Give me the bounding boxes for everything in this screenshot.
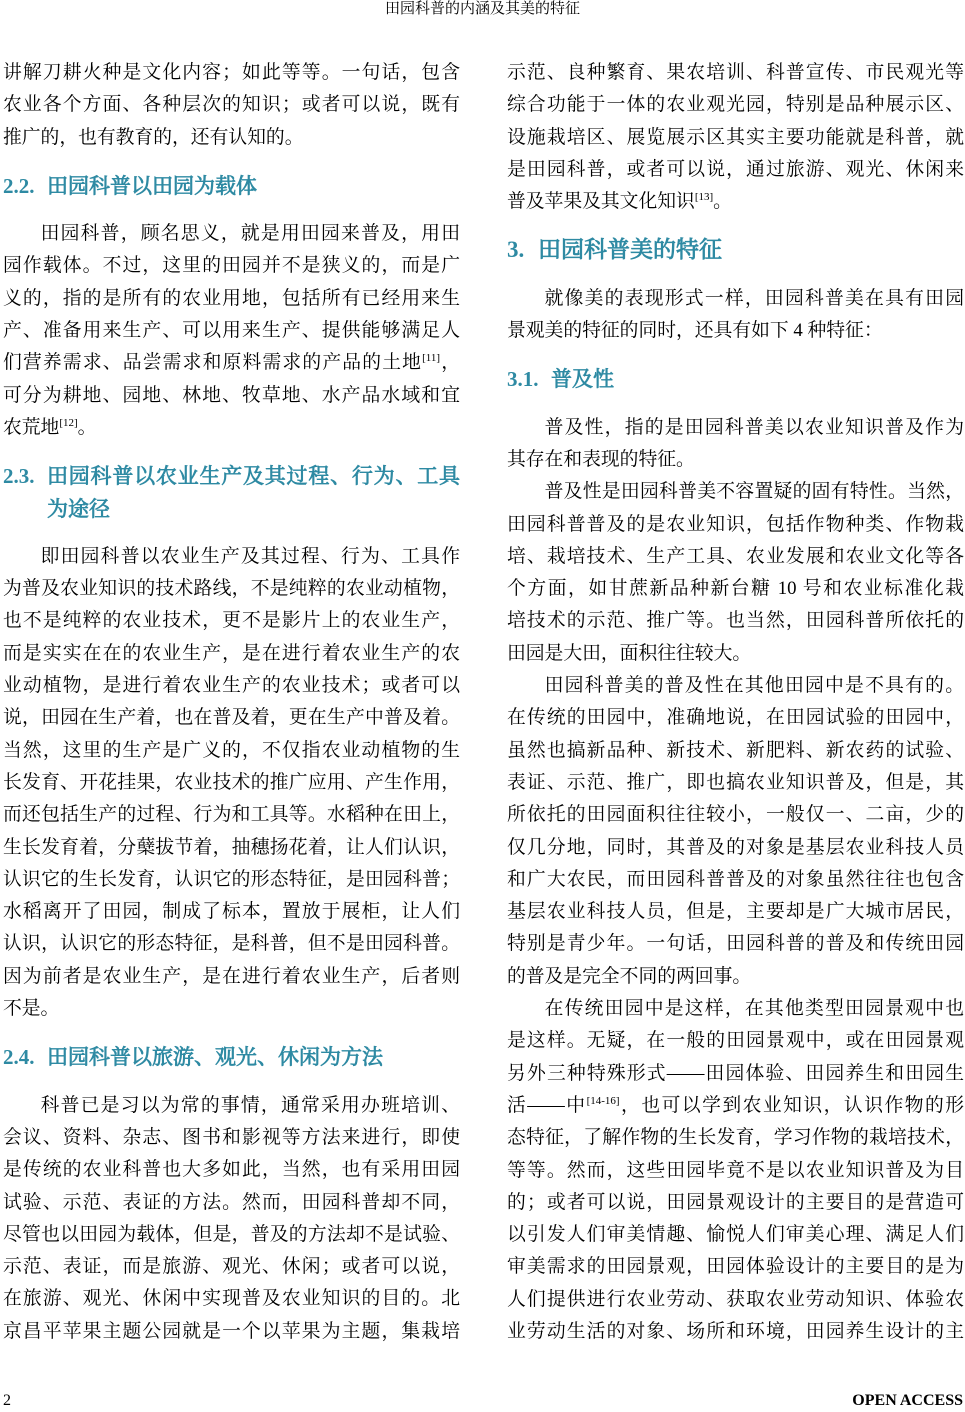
paragraph <box>3 1090 460 1348</box>
section-number: 3. <box>507 237 525 263</box>
text-segment: 。 <box>77 416 97 438</box>
text-line: 认识它的生长发育，认识它的形态特征，是田园科普； <box>3 868 460 890</box>
text-line: 而是实实在在的农业生产，是在进行着农业生产的农 <box>3 642 460 664</box>
paragraph <box>3 57 460 154</box>
text-line: 在旅游、观光、休闲中实现普及农业知识的目的。北 <box>3 1288 460 1310</box>
text-line: 和广大农民，而田园科普普及的对象虽然往往也包含 <box>507 868 964 890</box>
text-line: 可分为耕地、园地、林地、牧草地、水产品水域和宜 <box>3 384 460 406</box>
text-line <box>507 1090 964 1122</box>
section-number: 2.3. <box>3 464 35 489</box>
text-line: 尽管也以田园为载体，但是，普及的方法却不是试验、 <box>3 1223 460 1245</box>
text-line: 因为前者是农业生产，是在进行着农业生产，后者则 <box>3 965 460 987</box>
text-line: 其存在和表现的特征。 <box>507 448 695 470</box>
text-segment: ，也可以学到农业知识，认识作物的形 <box>619 1094 964 1116</box>
text-line: 在传统田园中是这样，在其他类型田园景观中也 <box>544 998 964 1020</box>
text-line: 即田园科普以农业生产及其过程、行为、工具作 <box>40 545 460 567</box>
text-line: 园作载体。不过，这里的田园并不是狭义的，而是广 <box>3 255 460 277</box>
text-line: 田园是大田，面积往往较大。 <box>507 642 752 664</box>
section-title-line: 为途径 <box>47 496 110 521</box>
text-line: 是这样。无疑，在一般的田园景观中，或在田园景观 <box>507 1030 964 1052</box>
text-segment: 农荒地 <box>3 416 60 438</box>
text-line: 所依托的田园面积往往较小，一般仅一、二亩，少的 <box>507 804 964 826</box>
section-heading <box>507 363 964 395</box>
section-title-line: 田园科普以农业生产及其过程、行为、工具 <box>47 464 460 489</box>
text-line: 态特征，了解作物的生长发育，学习作物的栽培技术， <box>507 1127 964 1149</box>
text-line: 仅几分地，同时，其普及的对象是基层农业科技人员 <box>507 836 964 858</box>
section-number: 3.1. <box>507 367 539 392</box>
text-line: 示范、表证，而是旅游、观光、休闲；或者可以说， <box>3 1256 460 1278</box>
text-line: 田园科普，顾名思义，就是用田园来普及，用田 <box>40 223 460 245</box>
text-line: 的；或者可以说，田园景观设计的主要目的是营造可 <box>507 1191 964 1213</box>
section-number: 2.2. <box>3 173 35 198</box>
text-line: 另外三种特殊形式——田园体验、田园养生和田园生 <box>507 1062 964 1084</box>
text-line: 普及性是田园科普美不容置疑的固有特性。当然， <box>544 481 964 503</box>
text-line: 审美需求的田园景观，田园体验设计的主要目的是为 <box>507 1256 964 1278</box>
text-segment: 们营养需求、品尝需求和原料需求的产品的土地 <box>3 352 423 374</box>
text-line: 产、准备用来生产、可以用来生产、提供能够满足人 <box>3 320 460 342</box>
paragraph <box>507 283 964 348</box>
paragraph <box>3 218 460 444</box>
section-number: 2.4. <box>3 1045 35 1070</box>
section-heading <box>507 234 964 266</box>
section-title-line: 田园科普美的特征 <box>538 237 722 264</box>
text-line: 义的，指的是所有的农业用地，包括所有已经用来生 <box>3 287 460 309</box>
text-line: 以引发人们审美情趣、愉悦人们审美心理、满足人们 <box>507 1224 964 1246</box>
citation-superscript: [13] <box>694 191 714 204</box>
open-access-label: OPEN ACCESS <box>852 1392 963 1409</box>
text-line: 为普及农业知识的技术路线，不是纯粹的农业动植物， <box>3 578 460 600</box>
left-column <box>3 57 460 1348</box>
text-line: 景观美的特征的同时，还具有如下 4 种特征： <box>507 320 883 342</box>
text-line: 认识，认识它的形态特征，是科普，但不是田园科普。 <box>3 933 460 955</box>
section-title <box>47 170 460 202</box>
section-heading <box>3 460 460 525</box>
paragraph <box>507 670 964 993</box>
text-line: 人们提供进行农业劳动、获取农业劳动知识、体验农 <box>507 1288 964 1310</box>
text-line: 田园科普普及的是农业知识，包括作物种类、作物栽 <box>507 513 964 535</box>
text-line: 科普已是习以为常的事情，通常采用办班培训、 <box>40 1094 460 1116</box>
section-heading <box>3 1041 460 1073</box>
text-line: 综合功能于一体的农业观光园，特别是品种展示区、 <box>507 94 964 116</box>
text-line: 业劳动生活的对象、场所和环境，田园养生设计的主 <box>507 1320 964 1342</box>
text-line: 讲解刀耕火种是文化内容；如此等等。一句话，包含 <box>3 62 460 83</box>
text-line: 个方面，如甘蔗新品种新台糖 10 号和农业标准化栽 <box>507 578 964 600</box>
section-title <box>47 1041 460 1073</box>
text-line: 也不是纯粹的农业技术，更不是影片上的农业生产， <box>3 610 460 632</box>
text-segment: 普及苹果及其文化知识 <box>507 191 695 213</box>
section-title-line: 普及性 <box>551 367 614 392</box>
text-line: 表证、示范、推广，即也搞农业知识普及，但是，其 <box>507 771 964 793</box>
citation-superscript: [11] <box>422 352 441 365</box>
text-line: 京昌平苹果主题公园就是一个以苹果为主题，集栽培 <box>3 1320 460 1342</box>
text-line: 虽然也搞新品种、新技术、新肥料、新农药的试验、 <box>507 739 964 761</box>
text-segment: ， <box>440 352 460 374</box>
text-line <box>3 347 460 379</box>
text-line: 的普及是完全不同的两回事。 <box>507 965 752 987</box>
paragraph <box>3 541 460 1025</box>
text-line <box>507 186 964 218</box>
text-line: 普及性，指的是田园科普美以农业知识普及作为 <box>544 416 964 438</box>
text-segment: 。 <box>713 191 732 213</box>
page-number: 2 <box>3 1392 11 1409</box>
paragraph <box>507 412 964 477</box>
text-line: 不是。 <box>3 998 60 1020</box>
text-line: 等等。然而，这些田园毕竟不是以农业知识普及为目 <box>507 1159 964 1181</box>
text-line: 是传统的农业科普也大多如此，当然，也有采用田园 <box>3 1159 460 1181</box>
text-line: 基层农业科技人员，但是，主要却是广大城市居民， <box>507 901 964 923</box>
text-line: 特别是青少年。一句话，田园科普的普及和传统田园 <box>507 933 964 955</box>
text-line <box>3 412 460 444</box>
text-line: 在传统的田园中，准确地说，在田园试验的田园中， <box>507 707 964 729</box>
section-title <box>551 363 964 395</box>
right-column <box>507 57 964 1348</box>
text-line: 设施栽培区、展览展示区其实主要功能就是科普，就 <box>507 126 964 148</box>
text-line: 就像美的表现形式一样，田园科普美在具有田园 <box>544 287 964 309</box>
text-line: 长发育、开花挂果，农业技术的推广应用、产生作用， <box>3 771 460 793</box>
text-segment: 活——中 <box>507 1094 587 1116</box>
text-line: 示范、良种繁育、果农培训、科普宣传、市民观光等 <box>507 62 964 83</box>
text-line: 培、栽培技术、生产工具、农业发展和农业文化等各 <box>507 545 964 567</box>
text-line: 会议、资料、杂志、图书和影视等方法来进行，即使 <box>3 1126 460 1148</box>
text-line: 农业各个方面、各种层次的知识；或者可以说，既有 <box>3 94 460 116</box>
citation-superscript: [12] <box>59 416 78 429</box>
text-line: 推广的，也有教育的，还有认知的。 <box>3 126 304 148</box>
text-line: 培技术的示范、推广等。也当然，田园科普所依托的 <box>507 610 964 632</box>
section-title-line: 田园科普以田园为载体 <box>47 173 257 198</box>
text-line: 是田园科普，或者可以说，通过旅游、观光、休闲来 <box>507 158 964 180</box>
section-title <box>538 234 964 266</box>
citation-superscript: [14-16] <box>586 1094 620 1107</box>
section-title <box>47 460 460 525</box>
text-line: 说，田园在生产着，也在普及着，更在生产中普及着。 <box>3 707 460 729</box>
text-line: 生长发育着，分蘖拔节着，抽穗扬花着，让人们认识， <box>3 836 460 858</box>
paragraph <box>507 993 964 1348</box>
section-title-line: 田园科普以旅游、观光、休闲为方法 <box>47 1045 383 1070</box>
text-line: 水稻离开了田园，制成了标本，置放于展柜，让人们 <box>3 901 460 923</box>
paragraph <box>507 476 964 670</box>
running-header-title: 田园科普的内涵及其美的特征 <box>384 1 580 17</box>
paragraph <box>507 57 964 218</box>
text-line: 试验、示范、表证的方法。然而，田园科普却不同， <box>3 1191 460 1213</box>
section-heading <box>3 170 460 202</box>
text-line: 当然，这里的生产是广义的，不仅指农业动植物的生 <box>3 739 460 761</box>
text-line: 田园科普美的普及性在其他田园中是不具有的。 <box>544 675 964 697</box>
text-line: 业动植物，是进行着农业生产的农业技术；或者可以 <box>3 675 460 697</box>
text-line: 而还包括生产的过程、行为和工具等。水稻种在田上， <box>3 804 460 826</box>
